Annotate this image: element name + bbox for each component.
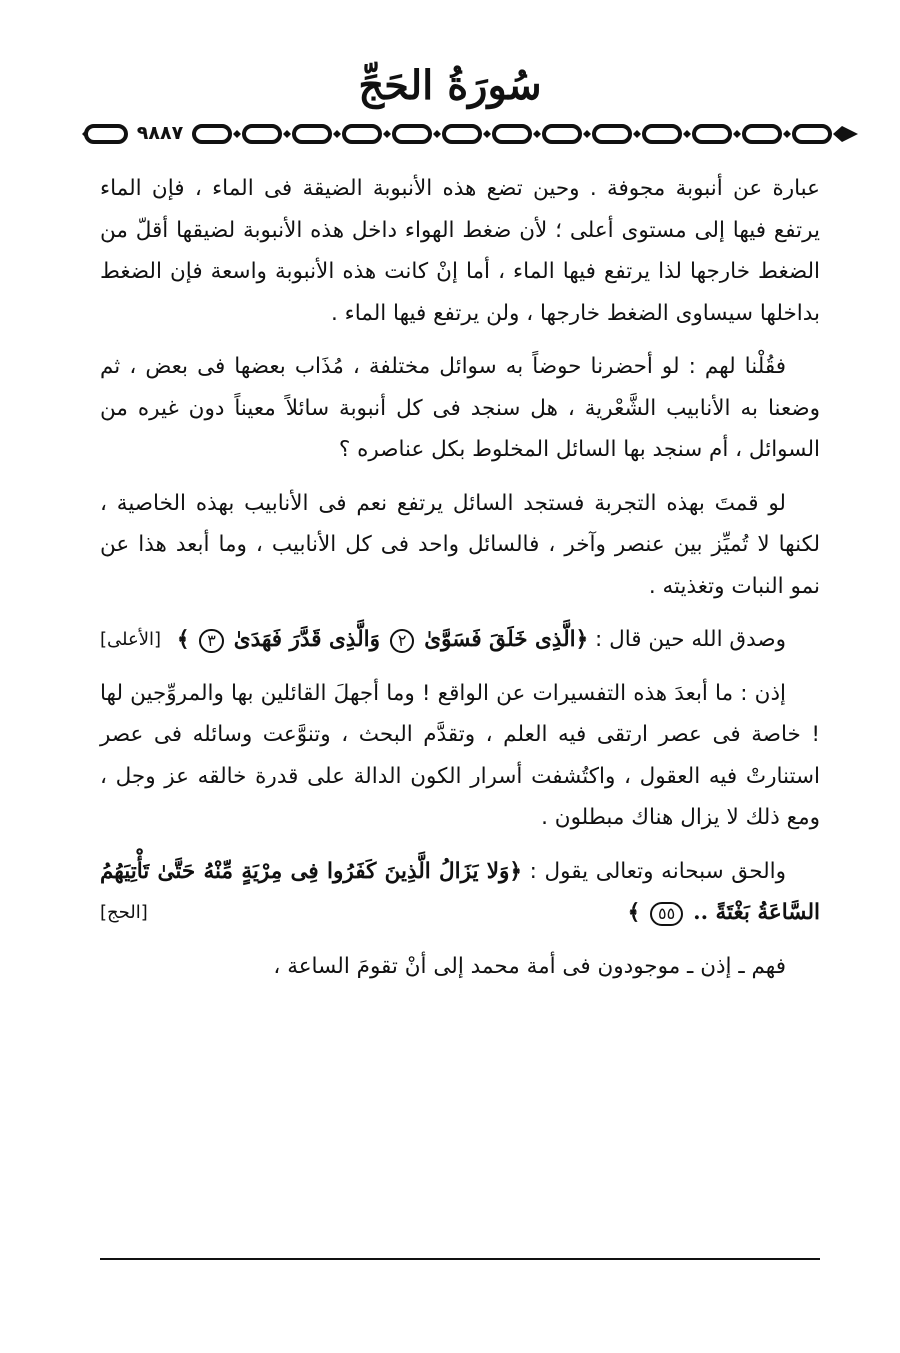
paragraph-1: عبارة عن أنبوبة مجوفة . وحين تضع هذه الأنبوبة الضيقة فى الماء ، فإن الماء يرتفع فيها إلى مستوى أعلى ؛ لأن ضغط الهواء داخل هذه الأنبوبة لضيقها أقلّ من الضغط خارجها لذا يرتفع فيها الماء ، أما إنْ كانت هذه الأنبوبة واسعة فإن الضغط بداخلها سيساوى الضغط خارجها ، ولن يرتفع فيها الماء . — [100, 176, 820, 326]
verse-1-text-b: وَالَّذِى قَدَّرَ فَهَدَىٰ — [233, 627, 380, 652]
paragraph-2 — [100, 346, 820, 471]
ayah-number-3: ٣ — [199, 629, 224, 653]
paragraph-3-text: لو قمتَ بهذه التجربة فستجد السائل يرتفع نعم فى الأنابيب بهذه الخاصية ، لكنها لا تُميِّز بين عنصر وآخر ، فالسائل واحد فى كل الأنابيب ، وما أبعد هذا عن نمو النبات وتغذيته . — [100, 490, 820, 599]
paragraph-3 — [100, 483, 820, 608]
paragraph-2-text: فقُلْنا لهم : لو أحضرنا حوضاً به سوائل مختلفة ، مُذَاب بعضها فى بعض ، ثم وضعنا به الأنابيب الشَّعْرية ، هل سنجد فى كل أنبوبة سائلاً معيناً دون غيره من السوائل ، أم سنجد بها السائل المخلوط بكل عناصره ؟ — [100, 354, 820, 462]
paragraph-5-text: فهم ـ إذن ـ موجودون فى أمة محمد إلى أنْ تقومَ الساعة ، — [273, 953, 786, 979]
footer-rule — [100, 1258, 820, 1260]
verse-block-2 — [100, 851, 820, 934]
ayah-number-55: ٥٥ — [650, 902, 683, 926]
verse-2-text: ﴿وَلا يَزَالُ الَّذِينَ كَفَرُوا فِى مِرْيَةٍ مِّنْهُ حَتَّىٰ تَأْتِيَهُمُ السَّاعَةُ بَغْتَةً .. — [100, 858, 820, 925]
page-number: ٩٨٨٧ — [128, 121, 192, 145]
paragraph-5 — [100, 946, 820, 988]
page-header — [0, 0, 900, 150]
surah-title: سُورَةُ الحَجِّ — [358, 62, 542, 109]
verse-1-close: ﴾ — [176, 627, 190, 652]
paragraph-4 — [100, 673, 820, 839]
ornament-border — [82, 120, 862, 148]
verse-block-1 — [100, 619, 820, 661]
verse-1-text-a: ﴿الَّذِى خَلَقَ فَسَوَّىٰ — [424, 627, 589, 652]
verse-2-reference: [الحج] — [100, 902, 148, 923]
verse-1-reference: [الأعلى] — [100, 629, 162, 650]
ayah-number-2: ٢ — [390, 629, 415, 653]
verse-2-close: ﴾ — [627, 900, 641, 925]
page-body — [100, 168, 820, 999]
verse-2-intro: والحق سبحانه وتعالى يقول : — [529, 858, 786, 884]
paragraph-4-text: إذن : ما أبعدَ هذه التفسيرات عن الواقع ! وما أجهلَ القائلين بها والمروِّجين لها ! خاصة فى عصر ارتقى فيه العلم ، وتقدَّم البحث ، وتنوَّعت وسائله فى عصر استنارتْ فيه العقول ، واكتُشفت أسرار الكون الدالة على قدرة خالقه عز وجل ، ومع ذلك لا يزال هناك مبطلون . — [100, 680, 820, 830]
verse-1-intro: وصدق الله حين قال : — [595, 627, 786, 652]
